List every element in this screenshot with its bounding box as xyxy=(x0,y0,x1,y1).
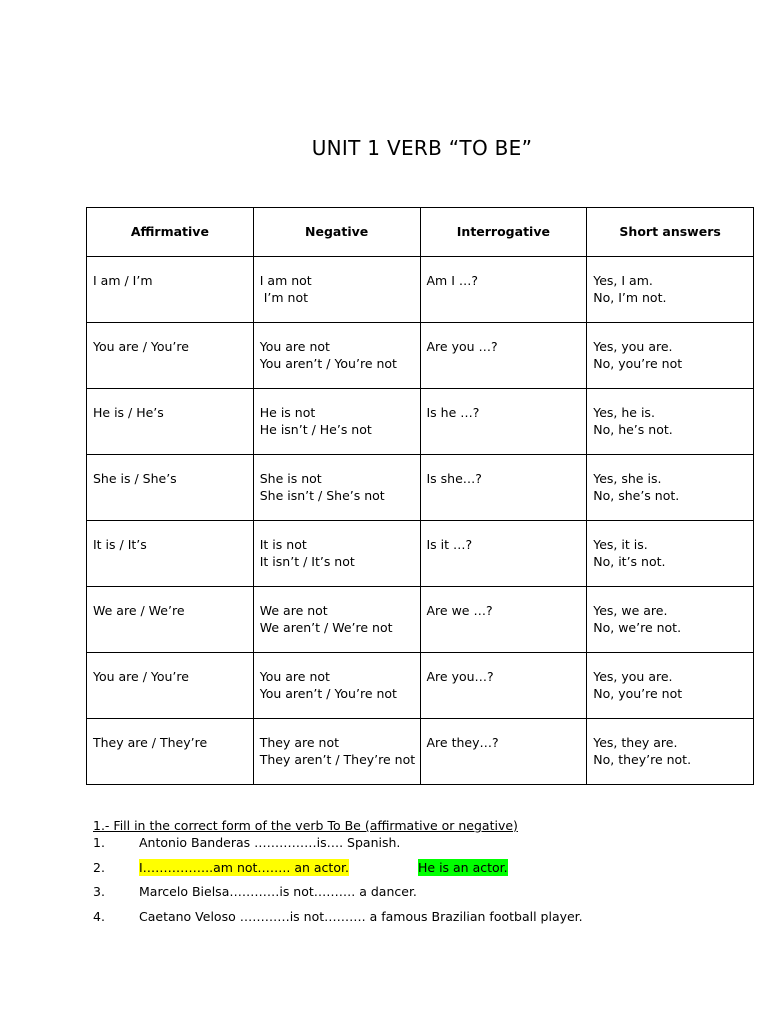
cell-line: They aren’t / They’re not xyxy=(259,751,416,767)
cell-line: No, I’m not. xyxy=(593,289,667,305)
item-sentence-highlighted: I……………..am not…….. an actor. xyxy=(139,859,349,875)
interrogative-cell xyxy=(420,521,587,587)
negative-cell xyxy=(253,389,420,455)
cell-line: Yes, you are. xyxy=(593,339,673,354)
column-header-interrogative: Interrogative xyxy=(420,208,587,257)
exercise-item xyxy=(93,834,713,859)
cell-line: Yes, he is. xyxy=(593,405,655,420)
item-sentence: Antonio Banderas ……………is…. Spanish. xyxy=(139,835,401,850)
negative-cell xyxy=(253,719,420,785)
exercise-section xyxy=(93,817,713,932)
cell-line: You are / You’re xyxy=(93,669,189,684)
item-number: 4. xyxy=(93,908,105,924)
cell-line: It is / It’s xyxy=(93,537,147,552)
cell-line: No, it’s not. xyxy=(593,553,666,569)
cell-line: He isn’t / He’s not xyxy=(259,421,372,437)
cell-line: Yes, I am. xyxy=(593,273,653,288)
item-number: 2. xyxy=(93,859,105,875)
short-answer-cell xyxy=(587,389,754,455)
interrogative-cell xyxy=(420,653,587,719)
cell-line: She is not xyxy=(259,471,322,486)
short-answer-cell xyxy=(587,257,754,323)
cell-line: We aren’t / We’re not xyxy=(259,619,393,635)
negative-cell xyxy=(253,653,420,719)
cell-line: Is he …? xyxy=(426,405,480,420)
interrogative-cell xyxy=(420,719,587,785)
interrogative-cell xyxy=(420,323,587,389)
cell-line: Yes, she is. xyxy=(593,471,662,486)
short-answer-cell xyxy=(587,587,754,653)
affirmative-cell xyxy=(87,719,254,785)
table-row xyxy=(87,521,754,587)
exercise-heading: 1.- Fill in the correct form of the verb To Be (affirmative or negative) xyxy=(93,818,518,833)
cell-line: Is it …? xyxy=(426,537,473,552)
cell-line: He is not xyxy=(259,405,316,420)
cell-line: You are / You’re xyxy=(93,339,189,354)
exercise-item xyxy=(93,859,713,884)
cell-line: Are you…? xyxy=(426,669,494,684)
column-header-affirmative: Affirmative xyxy=(87,208,254,257)
cell-line: Are you …? xyxy=(426,339,498,354)
table-row xyxy=(87,257,754,323)
cell-line: Are we …? xyxy=(426,603,493,618)
cell-line: It isn’t / It’s not xyxy=(259,553,355,569)
cell-line: No, we’re not. xyxy=(593,619,682,635)
table-row xyxy=(87,587,754,653)
cell-line: I am / I’m xyxy=(93,273,153,288)
affirmative-cell xyxy=(87,587,254,653)
verb-to-be-table xyxy=(86,207,754,785)
cell-line: No, they’re not. xyxy=(593,751,692,767)
cell-line: Yes, they are. xyxy=(593,735,678,750)
cell-line: I’m not xyxy=(259,289,309,305)
table-row xyxy=(87,719,754,785)
cell-line: Yes, it is. xyxy=(593,537,648,552)
cell-line: Yes, you are. xyxy=(593,669,673,684)
short-answer-cell xyxy=(587,653,754,719)
cell-line: You aren’t / You’re not xyxy=(259,355,397,371)
cell-line: You are not xyxy=(259,339,330,354)
exercise-item xyxy=(93,908,713,933)
cell-line: We are / We’re xyxy=(93,603,185,618)
affirmative-cell xyxy=(87,257,254,323)
item-number: 1. xyxy=(93,835,105,850)
negative-cell xyxy=(253,521,420,587)
interrogative-cell xyxy=(420,257,587,323)
item-correction-note: He is an actor. xyxy=(418,859,508,875)
cell-line: Is she…? xyxy=(426,471,482,486)
short-answer-cell xyxy=(587,719,754,785)
cell-line: You aren’t / You’re not xyxy=(259,685,397,701)
cell-line: Are they…? xyxy=(426,735,499,750)
cell-line: No, you’re not xyxy=(593,355,683,371)
negative-cell xyxy=(253,323,420,389)
short-answer-cell xyxy=(587,323,754,389)
cell-line: Yes, we are. xyxy=(593,603,668,618)
cell-line: I am not xyxy=(259,273,312,288)
affirmative-cell xyxy=(87,521,254,587)
cell-line: No, she’s not. xyxy=(593,487,680,503)
cell-line: Am I …? xyxy=(426,273,478,288)
cell-line: They are / They’re xyxy=(93,735,208,750)
table-row xyxy=(87,389,754,455)
cell-line: We are not xyxy=(259,603,328,618)
short-answer-cell xyxy=(587,521,754,587)
short-answer-cell xyxy=(587,455,754,521)
table-row xyxy=(87,323,754,389)
item-number: 3. xyxy=(93,884,105,899)
affirmative-cell xyxy=(87,323,254,389)
exercise-item xyxy=(93,883,713,908)
column-header-short-answers: Short answers xyxy=(587,208,754,257)
table-header-row xyxy=(87,208,754,257)
interrogative-cell xyxy=(420,587,587,653)
cell-line: She is / She’s xyxy=(93,471,177,486)
interrogative-cell xyxy=(420,389,587,455)
cell-line: It is not xyxy=(259,537,307,552)
affirmative-cell xyxy=(87,653,254,719)
cell-line: They are not xyxy=(259,735,340,750)
item-sentence: Caetano Veloso …………is not………. a famous Brazilian football player. xyxy=(139,908,583,924)
affirmative-cell xyxy=(87,389,254,455)
page-title: UNIT 1 VERB “TO BE” xyxy=(311,136,533,160)
cell-line: No, he’s not. xyxy=(593,421,673,437)
item-sentence: Marcelo Bielsa…………is not………. a dancer. xyxy=(139,884,417,899)
cell-line: She isn’t / She’s not xyxy=(259,487,385,503)
negative-cell xyxy=(253,587,420,653)
column-header-negative: Negative xyxy=(253,208,420,257)
affirmative-cell xyxy=(87,455,254,521)
cell-line: No, you’re not xyxy=(593,685,683,701)
cell-line: You are not xyxy=(259,669,330,684)
table-row xyxy=(87,455,754,521)
cell-line: He is / He’s xyxy=(93,405,164,420)
table-row xyxy=(87,653,754,719)
negative-cell xyxy=(253,455,420,521)
negative-cell xyxy=(253,257,420,323)
interrogative-cell xyxy=(420,455,587,521)
